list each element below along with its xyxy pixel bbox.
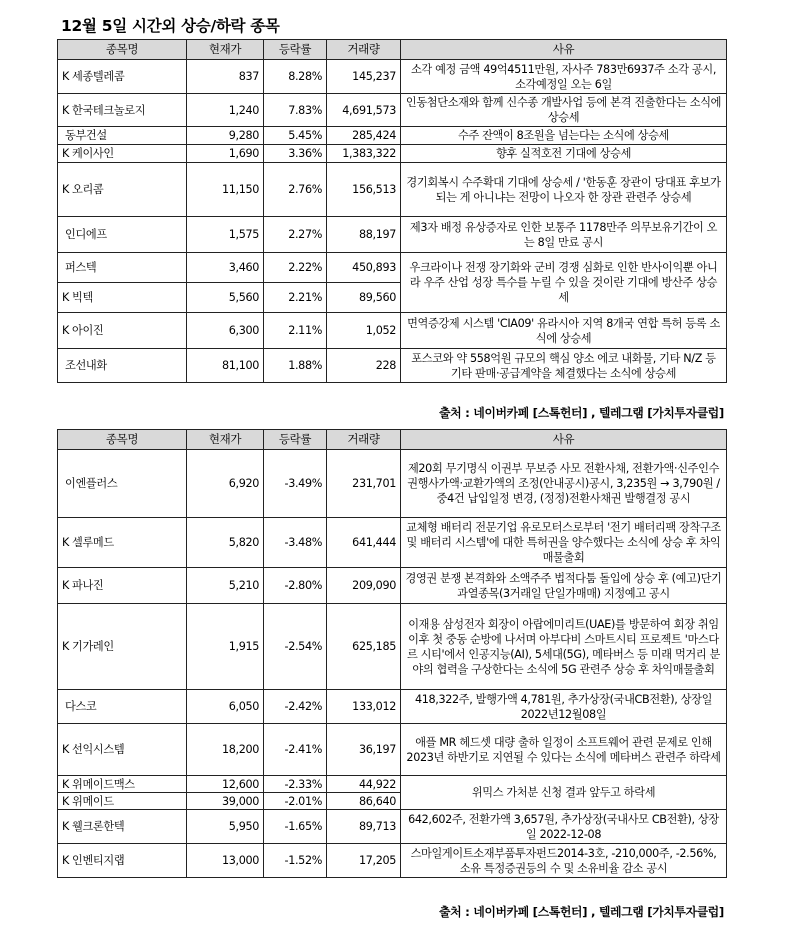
price-cell: 11,150 bbox=[187, 163, 264, 217]
stock-name-cell bbox=[58, 163, 187, 217]
table-row bbox=[58, 810, 727, 844]
market-mark: K bbox=[62, 743, 69, 756]
table-row bbox=[58, 313, 727, 349]
header-price: 현재가 bbox=[187, 40, 264, 60]
change-cell: 1.88% bbox=[264, 349, 327, 383]
price-cell: 13,000 bbox=[187, 844, 264, 878]
stock-name: 동부건설 bbox=[65, 129, 107, 142]
header-name: 종목명 bbox=[58, 40, 187, 60]
header-change: 등락률 bbox=[264, 40, 327, 60]
table-row bbox=[58, 217, 727, 253]
stock-name: 위메이드맥스 bbox=[72, 777, 135, 791]
price-cell: 1,575 bbox=[187, 217, 264, 253]
stock-name-cell bbox=[58, 94, 187, 127]
market-mark: K bbox=[62, 147, 69, 160]
price-cell: 1,690 bbox=[187, 145, 264, 163]
market-mark: K bbox=[62, 579, 69, 592]
reason-cell: 스마일게이트소재부품투자펀드2014-3호, -210,000주, -2.56%, 소유 특정증권등의 수 및 소유비율 감소 공시 bbox=[401, 844, 727, 878]
volume-cell: 450,893 bbox=[327, 253, 401, 283]
stock-name: 세종텔레콤 bbox=[72, 70, 125, 83]
table-header-row bbox=[58, 430, 727, 450]
market-mark: K bbox=[62, 183, 69, 196]
price-cell: 5,820 bbox=[187, 518, 264, 568]
market-mark: K bbox=[62, 70, 69, 83]
reason-cell: 소각 예정 금액 49억4511만원, 자사주 783만6937주 소각 공시, 소각예정일 오는 6일 bbox=[401, 60, 727, 94]
price-cell: 1,240 bbox=[187, 94, 264, 127]
volume-cell: 625,185 bbox=[327, 604, 401, 690]
change-cell: -2.42% bbox=[264, 690, 327, 724]
market-mark: K bbox=[62, 777, 69, 791]
table-row bbox=[58, 844, 727, 878]
table-row bbox=[58, 94, 727, 127]
change-cell: -1.65% bbox=[264, 810, 327, 844]
reason-cell: 이재용 삼성전자 회장이 아랍에미리트(UAE)를 방문하여 회장 취임 이후 첫 중동 순방에 나서며 아부다비 스마트시티 프로젝트 '마스다르 시티'에서 인공지능(AI), 5세대(5G), 메타버스 등 미래 먹거리 분야의 협력을 구상한다는 소식에 5G 관련주 상승 후 차익매물출회 bbox=[401, 604, 727, 690]
source-note: 출처 : 네이버카페 [스톡헌터] , 텔레그램 [가치투자클럽] bbox=[439, 905, 724, 919]
price-cell: 3,460 bbox=[187, 253, 264, 283]
stock-name-cell bbox=[58, 724, 187, 776]
price-cell: 5,210 bbox=[187, 568, 264, 604]
change-cell: -2.80% bbox=[264, 568, 327, 604]
reason-cell: 인동첨단소재와 함께 신수종 개발사업 등에 본격 진출한다는 소식에 상승세 bbox=[401, 94, 727, 127]
change-cell: 8.28% bbox=[264, 60, 327, 94]
volume-cell: 86,640 bbox=[327, 793, 401, 810]
page-title: 12월 5일 시간외 상승/하락 종목 bbox=[61, 17, 280, 35]
reason-cell: 우크라이나 전쟁 장기화와 군비 경쟁 심화로 인한 반사이익뿐 아니라 우주 산업 성장 특수를 누릴 수 있을 것이란 기대에 방산주 상승세 bbox=[401, 253, 727, 313]
reason-cell: 642,602주, 전환가액 3,657원, 추가상장(국내사모 CB전환), 상장일 2022-12-08 bbox=[401, 810, 727, 844]
price-cell: 6,050 bbox=[187, 690, 264, 724]
volume-cell: 89,713 bbox=[327, 810, 401, 844]
reason-cell: 경기회복시 수주확대 기대에 상승세 / '한동훈 장관이 당대표 후보가 되는 게 아니냐는 전망이 나오자 한 장관 관련주 상승세 bbox=[401, 163, 727, 217]
table-row bbox=[58, 253, 727, 283]
volume-cell: 228 bbox=[327, 349, 401, 383]
market-mark: K bbox=[62, 794, 69, 808]
stock-name-cell bbox=[58, 810, 187, 844]
change-cell: 2.76% bbox=[264, 163, 327, 217]
volume-cell: 44,922 bbox=[327, 776, 401, 793]
stock-name-cell bbox=[58, 690, 187, 724]
stock-name: 선익시스템 bbox=[72, 743, 125, 756]
stock-name-cell bbox=[58, 776, 187, 793]
volume-cell: 4,691,573 bbox=[327, 94, 401, 127]
header-price: 현재가 bbox=[187, 430, 264, 450]
price-cell: 5,950 bbox=[187, 810, 264, 844]
change-cell: 5.45% bbox=[264, 127, 327, 145]
price-cell: 39,000 bbox=[187, 793, 264, 810]
stock-name: 인디에프 bbox=[65, 228, 107, 241]
table-row bbox=[58, 145, 727, 163]
price-cell: 81,100 bbox=[187, 349, 264, 383]
price-cell: 6,920 bbox=[187, 450, 264, 518]
stock-name: 웰크론한텍 bbox=[72, 820, 125, 833]
market-mark: K bbox=[62, 820, 69, 833]
price-cell: 5,560 bbox=[187, 283, 264, 313]
reason-cell: 향후 실적호전 기대에 상승세 bbox=[401, 145, 727, 163]
change-cell: 3.36% bbox=[264, 145, 327, 163]
volume-cell: 1,052 bbox=[327, 313, 401, 349]
change-cell: -2.01% bbox=[264, 793, 327, 810]
change-cell: 7.83% bbox=[264, 94, 327, 127]
change-cell: 2.22% bbox=[264, 253, 327, 283]
change-cell: -2.41% bbox=[264, 724, 327, 776]
market-mark: K bbox=[62, 103, 69, 117]
volume-cell: 231,701 bbox=[327, 450, 401, 518]
header-volume: 거래량 bbox=[327, 430, 401, 450]
price-cell: 6,300 bbox=[187, 313, 264, 349]
change-cell: -3.48% bbox=[264, 518, 327, 568]
reason-cell: 포스코와 약 558억원 규모의 핵심 양소 에코 내화물, 기타 N/Z 등 기타 판매·공급계약을 체결했다는 소식에 상승세 bbox=[401, 349, 727, 383]
stock-name: 기가레인 bbox=[72, 640, 114, 653]
table-row bbox=[58, 349, 727, 383]
reason-cell: 제20회 무기명식 이권부 무보증 사모 전환사채, 전환가액·신주인수권행사가액·교환가액의 조정(안내공시)공시, 3,235원 → 3,790원 / 중4건 납입일정 변경, (정정)전환사채권 발행결정 공시 bbox=[401, 450, 727, 518]
change-cell: 2.11% bbox=[264, 313, 327, 349]
stock-name: 케이사인 bbox=[72, 147, 114, 160]
price-cell: 18,200 bbox=[187, 724, 264, 776]
stock-name: 한국테크놀로지 bbox=[72, 103, 146, 117]
stock-name-cell bbox=[58, 60, 187, 94]
rising-stocks-table bbox=[57, 39, 727, 383]
reason-cell: 418,322주, 발행가액 4,781원, 추가상장(국내CB전환), 상장일 2022년12월08일 bbox=[401, 690, 727, 724]
table-header-row bbox=[58, 40, 727, 60]
volume-cell: 17,205 bbox=[327, 844, 401, 878]
change-cell: -1.52% bbox=[264, 844, 327, 878]
source-note: 출처 : 네이버카페 [스톡헌터] , 텔레그램 [가치투자클럽] bbox=[439, 406, 724, 420]
stock-name-cell bbox=[58, 145, 187, 163]
stock-name-cell bbox=[58, 283, 187, 313]
volume-cell: 133,012 bbox=[327, 690, 401, 724]
stock-name-cell bbox=[58, 604, 187, 690]
reason-cell: 애플 MR 헤드셋 대량 출하 일정이 소프트웨어 관련 문제로 인해 2023년 하반기로 지연될 수 있다는 소식에 메타버스 관련주 하락세 bbox=[401, 724, 727, 776]
stock-name-cell bbox=[58, 253, 187, 283]
price-cell: 1,915 bbox=[187, 604, 264, 690]
change-cell: -2.33% bbox=[264, 776, 327, 793]
table-row bbox=[58, 60, 727, 94]
stock-name-cell bbox=[58, 217, 187, 253]
market-mark: K bbox=[62, 854, 69, 867]
table-row bbox=[58, 127, 727, 145]
volume-cell: 145,237 bbox=[327, 60, 401, 94]
stock-name-cell bbox=[58, 844, 187, 878]
table-row bbox=[58, 776, 727, 793]
stock-name-cell bbox=[58, 793, 187, 810]
stock-name: 아이진 bbox=[72, 324, 104, 337]
header-reason: 사유 bbox=[401, 430, 727, 450]
price-cell: 12,600 bbox=[187, 776, 264, 793]
stock-name: 퍼스텍 bbox=[65, 261, 97, 274]
volume-cell: 1,383,322 bbox=[327, 145, 401, 163]
table-row bbox=[58, 604, 727, 690]
reason-cell: 위믹스 가처분 신청 결과 앞두고 하락세 bbox=[401, 776, 727, 810]
table-row bbox=[58, 450, 727, 518]
volume-cell: 156,513 bbox=[327, 163, 401, 217]
volume-cell: 36,197 bbox=[327, 724, 401, 776]
table-row bbox=[58, 518, 727, 568]
stock-name: 파나진 bbox=[72, 579, 104, 592]
reason-cell: 제3자 배정 유상증자로 인한 보통주 1178만주 의무보유기간이 오는 8일 만료 공시 bbox=[401, 217, 727, 253]
stock-name: 다스코 bbox=[65, 700, 97, 713]
market-mark: K bbox=[62, 640, 69, 653]
table-row bbox=[58, 568, 727, 604]
market-mark: K bbox=[62, 291, 69, 304]
stock-name-cell bbox=[58, 127, 187, 145]
table-row bbox=[58, 690, 727, 724]
stock-name: 빅텍 bbox=[72, 291, 93, 304]
change-cell: 2.21% bbox=[264, 283, 327, 313]
table-row bbox=[58, 724, 727, 776]
falling-stocks-table bbox=[57, 429, 727, 878]
stock-name: 위메이드 bbox=[72, 794, 114, 808]
change-cell: -3.49% bbox=[264, 450, 327, 518]
reason-cell: 경영권 분쟁 본격화와 소액주주 법적다툼 돌입에 상승 후 (예고)단기과열종목(3거래일 단일가매매) 지정예고 공시 bbox=[401, 568, 727, 604]
price-cell: 9,280 bbox=[187, 127, 264, 145]
stock-name-cell bbox=[58, 349, 187, 383]
volume-cell: 641,444 bbox=[327, 518, 401, 568]
reason-cell: 면역증강제 시스템 'CIA09' 유라시아 지역 8개국 연합 특허 등록 소식에 상승세 bbox=[401, 313, 727, 349]
header-reason: 사유 bbox=[401, 40, 727, 60]
header-change: 등락률 bbox=[264, 430, 327, 450]
stock-name: 오리콤 bbox=[72, 183, 104, 196]
change-cell: 2.27% bbox=[264, 217, 327, 253]
stock-name: 조선내화 bbox=[65, 359, 107, 372]
market-mark: K bbox=[62, 324, 69, 337]
volume-cell: 285,424 bbox=[327, 127, 401, 145]
stock-name: 셀루메드 bbox=[72, 536, 114, 549]
volume-cell: 209,090 bbox=[327, 568, 401, 604]
stock-name-cell bbox=[58, 313, 187, 349]
stock-name-cell bbox=[58, 568, 187, 604]
header-volume: 거래량 bbox=[327, 40, 401, 60]
volume-cell: 89,560 bbox=[327, 283, 401, 313]
table-row bbox=[58, 163, 727, 217]
market-mark: K bbox=[62, 536, 69, 549]
stock-name-cell bbox=[58, 450, 187, 518]
reason-cell: 수주 잔액이 8조원을 넘는다는 소식에 상승세 bbox=[401, 127, 727, 145]
price-cell: 837 bbox=[187, 60, 264, 94]
stock-name-cell bbox=[58, 518, 187, 568]
change-cell: -2.54% bbox=[264, 604, 327, 690]
stock-name: 이엔플러스 bbox=[65, 477, 118, 490]
reason-cell: 교체형 배터리 전문기업 유로모터스로부터 '전기 배터리팩 장착구조 및 배터리 시스템'에 대한 특허권을 양수했다는 소식에 상승 후 차익매물출회 bbox=[401, 518, 727, 568]
header-name: 종목명 bbox=[58, 430, 187, 450]
volume-cell: 88,197 bbox=[327, 217, 401, 253]
stock-name: 인벤티지랩 bbox=[72, 854, 125, 867]
